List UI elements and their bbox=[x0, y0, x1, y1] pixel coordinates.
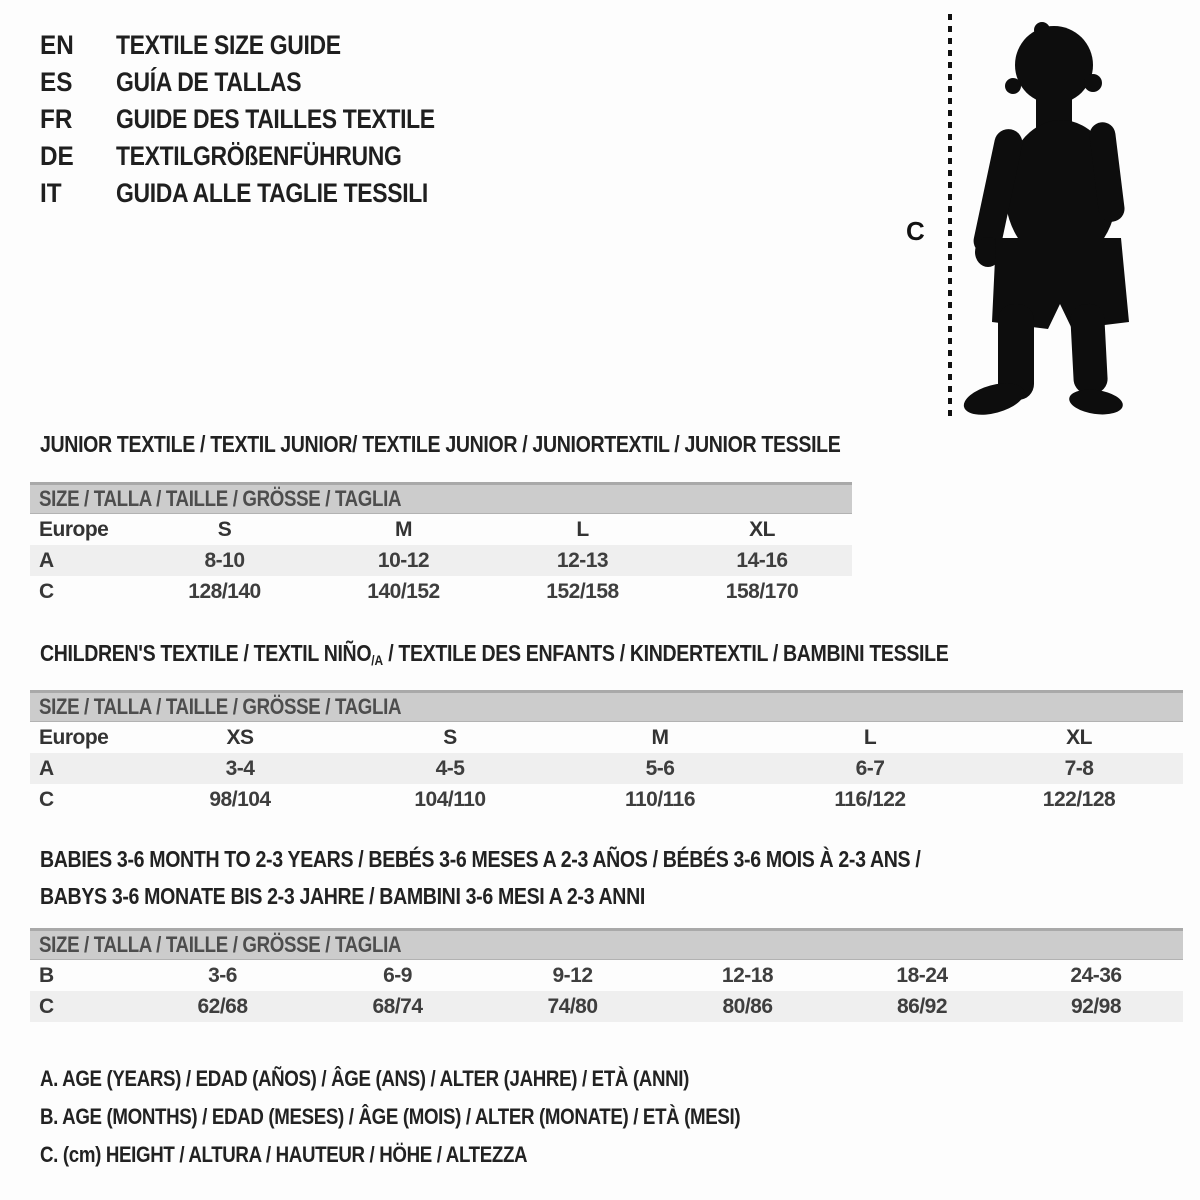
value-cell: 104/110 bbox=[414, 787, 486, 811]
toddler-silhouette-icon bbox=[956, 16, 1146, 420]
value-cell: 128/140 bbox=[188, 579, 261, 603]
lang-row-es bbox=[40, 64, 491, 101]
value-cell: 5-6 bbox=[645, 756, 675, 780]
value-cell: 4-5 bbox=[435, 756, 465, 780]
babies-height-row bbox=[30, 991, 1183, 1022]
value-cell: 116/122 bbox=[834, 787, 906, 811]
guide-title-es: GUÍA DE TALLAS bbox=[116, 67, 302, 97]
children-height-row bbox=[30, 784, 1183, 815]
size-header-cell: S bbox=[217, 517, 232, 541]
value-cell: 7-8 bbox=[1064, 756, 1094, 780]
children-header-row bbox=[30, 722, 1183, 753]
value-cell: 152/158 bbox=[546, 579, 619, 603]
nino-a-subscript: /A bbox=[371, 652, 384, 668]
lang-code: IT bbox=[40, 178, 62, 208]
value-cell: 80/86 bbox=[722, 994, 773, 1018]
row-label: C bbox=[39, 994, 54, 1018]
guide-title-de: TEXTILGRÖßENFÜHRUNG bbox=[116, 141, 402, 171]
row-label: B bbox=[39, 963, 54, 987]
size-bar-label: SIZE / TALLA / TAILLE / GRÖSSE / TAGLIA bbox=[39, 486, 402, 511]
height-measure-label: C bbox=[906, 216, 925, 246]
guide-title-fr: GUIDE DES TAILLES TEXTILE bbox=[116, 104, 435, 134]
value-cell: 122/128 bbox=[1042, 787, 1116, 811]
value-cell: 98/104 bbox=[209, 787, 271, 811]
junior-section-title: JUNIOR TEXTILE / TEXTIL JUNIOR/ TEXTILE JUNIOR / JUNIORTEXTIL / JUNIOR TESSILE bbox=[40, 431, 841, 457]
size-header-cell: XL bbox=[1066, 725, 1092, 749]
row-label: C bbox=[39, 787, 54, 811]
children-table bbox=[30, 722, 1183, 815]
language-title-block bbox=[40, 27, 491, 212]
lang-code: EN bbox=[40, 30, 74, 60]
size-header-cell: XL bbox=[749, 517, 775, 541]
value-cell: 18-24 bbox=[896, 963, 948, 987]
children-age-row bbox=[30, 753, 1183, 784]
guide-title-en: TEXTILE SIZE GUIDE bbox=[116, 30, 341, 60]
size-header-cell: L bbox=[576, 517, 589, 541]
row-label: C bbox=[39, 579, 54, 603]
value-cell: 68/74 bbox=[372, 994, 423, 1018]
value-cell: 8-10 bbox=[204, 548, 245, 572]
size-header-cell: M bbox=[395, 517, 412, 541]
lang-code: FR bbox=[40, 104, 73, 134]
legend-age-years: A. AGE (YEARS) / EDAD (AÑOS) / ÂGE (ANS) / ALTER (JAHRE) / ETÀ (ANNI) bbox=[40, 1066, 690, 1091]
lang-row-it bbox=[40, 175, 491, 212]
value-cell: 24-36 bbox=[1070, 963, 1122, 987]
value-cell: 12-18 bbox=[721, 963, 774, 987]
size-header-cell: XS bbox=[226, 725, 254, 749]
value-cell: 140/152 bbox=[367, 579, 440, 603]
babies-months-row bbox=[30, 960, 1183, 991]
size-bar-label: SIZE / TALLA / TAILLE / GRÖSSE / TAGLIA bbox=[39, 694, 402, 719]
lang-row-fr bbox=[40, 101, 491, 138]
junior-table bbox=[30, 514, 852, 607]
children-size-bar bbox=[30, 690, 1183, 722]
junior-age-row bbox=[30, 545, 852, 576]
value-cell: 6-9 bbox=[383, 963, 412, 987]
babies-size-bar bbox=[30, 928, 1183, 960]
value-cell: 110/116 bbox=[624, 787, 696, 811]
junior-height-row bbox=[30, 576, 852, 607]
size-bar-label: SIZE / TALLA / TAILLE / GRÖSSE / TAGLIA bbox=[39, 932, 402, 957]
children-section-title: CHILDREN'S TEXTILE / TEXTIL NIÑO/A / TEXTILE DES ENFANTS / KINDERTEXTIL / BAMBINI TESSILE bbox=[40, 640, 949, 668]
value-cell: 6-7 bbox=[855, 756, 885, 780]
junior-header-row bbox=[30, 514, 852, 545]
guide-title-it: GUIDA ALLE TAGLIE TESSILI bbox=[116, 178, 428, 208]
row-label: A bbox=[39, 756, 54, 780]
measurement-legend bbox=[40, 1060, 864, 1174]
value-cell: 3-6 bbox=[208, 963, 237, 987]
legend-age-months: B. AGE (MONTHS) / EDAD (MESES) / ÂGE (MOIS) / ALTER (MONATE) / ETÀ (MESI) bbox=[40, 1104, 741, 1129]
value-cell: 9-12 bbox=[552, 963, 593, 987]
lang-code: ES bbox=[40, 67, 73, 97]
row-label: A bbox=[39, 548, 54, 572]
lang-row-en bbox=[40, 27, 491, 64]
region-label: Europe bbox=[39, 725, 109, 749]
value-cell: 14-16 bbox=[736, 548, 788, 572]
region-label: Europe bbox=[39, 517, 109, 541]
value-cell: 3-4 bbox=[225, 756, 255, 780]
legend-height-cm: C. (cm) HEIGHT / ALTURA / HAUTEUR / HÖHE / ALTEZZA bbox=[40, 1142, 528, 1167]
value-cell: 10-12 bbox=[377, 548, 430, 572]
lang-code: DE bbox=[40, 141, 74, 171]
value-cell: 62/68 bbox=[197, 994, 248, 1018]
size-header-cell: M bbox=[651, 725, 669, 749]
height-dashed-line bbox=[946, 14, 954, 418]
value-cell: 92/98 bbox=[1070, 994, 1122, 1018]
value-cell: 158/170 bbox=[725, 579, 799, 603]
lang-row-de bbox=[40, 138, 491, 175]
value-cell: 86/92 bbox=[896, 994, 948, 1018]
babies-table bbox=[30, 960, 1183, 1022]
babies-section-title-line1: BABIES 3-6 MONTH TO 2-3 YEARS / BEBÉS 3-6 MESES A 2-3 AÑOS / BÉBÉS 3-6 MOIS À 2-3 ANS / bbox=[40, 846, 921, 872]
babies-section-title-line2: BABYS 3-6 MONATE BIS 2-3 JAHRE / BAMBINI 3-6 MESI A 2-3 ANNI bbox=[40, 883, 645, 909]
size-header-cell: S bbox=[443, 725, 457, 749]
junior-size-bar bbox=[30, 482, 852, 514]
value-cell: 74/80 bbox=[547, 994, 598, 1018]
value-cell: 12-13 bbox=[556, 548, 609, 572]
size-header-cell: L bbox=[863, 725, 877, 749]
